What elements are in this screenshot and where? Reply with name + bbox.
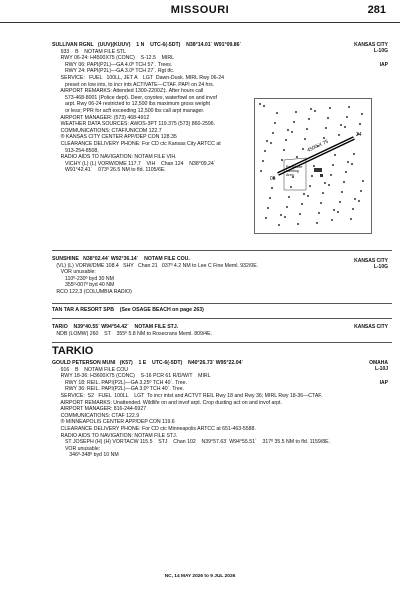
entry-line: AIRPORT REMARKS: Unattended. Wildlife on and invof arpt. Crop dusting act on and invof arpt. bbox=[52, 399, 282, 406]
entry-line: RADIO AIDS TO NAVIGATION: NOTAM FILE STJ. bbox=[52, 432, 178, 439]
divider bbox=[52, 303, 392, 304]
tree-mark bbox=[347, 161, 349, 163]
entry-line: VICHY (L) (L) VORW/DME 117.7 VIH Chan 124 N38°09.24´ bbox=[52, 160, 216, 167]
iap-label: IAP bbox=[379, 62, 388, 68]
chart-label: L-10J bbox=[374, 366, 388, 372]
tree-mark bbox=[362, 180, 364, 182]
tree-mark bbox=[285, 139, 287, 141]
runway-end-label: 06 bbox=[270, 176, 276, 182]
tree-mark bbox=[334, 154, 336, 156]
entry-line: arpt. Rwy 06-24 restricted to 12,500 lbs maximum gross weight bbox=[52, 101, 210, 108]
tree-mark bbox=[332, 164, 334, 166]
tree-mark bbox=[325, 127, 327, 129]
tree-mark bbox=[281, 159, 283, 161]
entry-line: 573-468-8001 (Police dept). Deer, coyotes, waterfowl on and invof bbox=[52, 94, 217, 101]
entry-line: CLEARANCE DELIVERY PHONE: For CD ctc Minneapolis ARTCC at 651-463-5588. bbox=[52, 426, 256, 432]
tree-mark bbox=[265, 217, 267, 219]
tree-mark bbox=[353, 153, 355, 155]
entry-line: 346º-348º byd 10 NM bbox=[52, 452, 119, 459]
entry-line: VOR unusable: bbox=[52, 445, 101, 452]
entry-line: AIRPORT REMARKS: Attended 1300-2200Z‡. After hours call bbox=[52, 88, 204, 95]
entry-line: 913-254-8508. bbox=[52, 147, 99, 154]
tree-mark bbox=[345, 171, 347, 173]
tree-mark bbox=[301, 203, 303, 205]
entry-line: (VL) (L) VORW/DME 108.4 SHY Chan 21 037º 4.2 NM to Lee C Fine Meml. 932/0E. bbox=[52, 262, 259, 269]
tree-mark bbox=[291, 131, 293, 133]
divider bbox=[52, 342, 392, 343]
entry-line: NDB (LOMW) 260 ST 355º 5.8 NM to Rosecrans Meml. 809/4E. bbox=[52, 330, 213, 337]
tree-mark bbox=[330, 174, 332, 176]
tree-mark bbox=[293, 121, 295, 123]
region-label: KANSAS CITY bbox=[354, 42, 388, 48]
divider bbox=[52, 250, 392, 251]
tree-mark bbox=[299, 213, 301, 215]
entry-line: or less; PPR for acft exceeding 12,500 lbs call arpt manager. bbox=[52, 108, 205, 114]
tree-mark bbox=[328, 184, 330, 186]
tree-mark bbox=[339, 201, 341, 203]
tree-mark bbox=[295, 111, 297, 113]
tree-mark bbox=[314, 110, 316, 112]
entry-line: 933 B NOTAM FILE STL bbox=[52, 48, 126, 55]
tree-mark bbox=[297, 223, 299, 225]
entry-line: RWY 18-36: H3600X75 (CONC) S-16 PCR 61 R/D/W/T MIRL bbox=[52, 373, 211, 380]
tree-mark bbox=[351, 163, 353, 165]
entry-line: TARIO N39°40.55´ W94°54.42´ NOTAM FILE STJ. bbox=[52, 324, 179, 330]
tree-mark bbox=[329, 107, 331, 109]
entry-line: RCO 122.3 (COLUMBIA RADIO) bbox=[52, 289, 132, 295]
page-number: 281 bbox=[367, 4, 386, 16]
tree-mark bbox=[337, 211, 339, 213]
tree-mark bbox=[352, 208, 354, 210]
tree-mark bbox=[320, 202, 322, 204]
tree-mark bbox=[302, 148, 304, 150]
tree-mark bbox=[271, 187, 273, 189]
tree-mark bbox=[306, 128, 308, 130]
tree-mark bbox=[280, 214, 282, 216]
tree-mark bbox=[276, 112, 278, 114]
tree-mark bbox=[340, 124, 342, 126]
region-label: KANSAS CITY bbox=[354, 258, 388, 264]
tree-mark bbox=[331, 219, 333, 221]
tree-mark bbox=[354, 198, 356, 200]
state-title: MISSOURI bbox=[170, 4, 230, 16]
tree-mark bbox=[311, 175, 313, 177]
tree-mark bbox=[346, 116, 348, 118]
entry-line: RWY 06: PAPI(P2L)—GA 4.0º TCH 57´. Trees. bbox=[52, 61, 173, 68]
tree-mark bbox=[361, 113, 363, 115]
entry-line: WEATHER DATA SOURCES: AWOS-3PT 119.375 (573) 860-2596. bbox=[52, 121, 216, 128]
entry-line: COMMUNICATIONS: CTAF 122.9 bbox=[52, 412, 140, 419]
tree-mark bbox=[266, 140, 268, 142]
tree-mark bbox=[322, 192, 324, 194]
tree-mark bbox=[288, 196, 290, 198]
tree-mark bbox=[338, 134, 340, 136]
tree-mark bbox=[343, 181, 345, 183]
tree-mark bbox=[284, 216, 286, 218]
tree-mark bbox=[304, 138, 306, 140]
region-label: OMAHA bbox=[369, 360, 388, 366]
chart-label: L-10G bbox=[373, 264, 388, 270]
tree-mark bbox=[350, 218, 352, 220]
tree-mark bbox=[359, 123, 361, 125]
parachute-label: Parachute Landing Area bbox=[286, 165, 303, 177]
tree-mark bbox=[259, 103, 261, 105]
entry-line: CLEARANCE DELIVERY PHONE: For CD ctc Kansas City ARTCC at bbox=[52, 141, 221, 147]
tree-mark bbox=[307, 195, 309, 197]
entry-line: ® KANSAS CITY CENTER APP/DEP CON 128.35 bbox=[52, 134, 177, 141]
tree-mark bbox=[270, 142, 272, 144]
tree-mark bbox=[267, 207, 269, 209]
entry-line: preset on low ints, to incr ints ACTIVATE—CTAF. PAPI on 24 hrs. bbox=[52, 81, 215, 88]
entry-line: 916 B NOTAM FILE COU bbox=[52, 366, 129, 373]
tree-mark bbox=[333, 209, 335, 211]
tree-mark bbox=[278, 224, 280, 226]
entry-line: COMMUNICATIONS: CTAF/UNICOM 122.7 bbox=[52, 127, 162, 134]
tree-mark bbox=[290, 186, 292, 188]
tree-mark bbox=[269, 197, 271, 199]
apron bbox=[314, 168, 322, 172]
tree-mark bbox=[296, 156, 298, 158]
entry-line: AIRPORT MANAGER: 816-244-6927 bbox=[52, 406, 147, 413]
entry-line: SERVICE: S2 FUEL 100LL LGT To incr intst and ACTVT REIL Rwy 18 and Rwy 36; MIRL Rwy 18-36—CTAF. bbox=[52, 393, 323, 399]
runway-dims: 4500 X 75 bbox=[306, 138, 330, 154]
runway-end-label: 24 bbox=[356, 132, 362, 138]
tantar-entry: TAN TAR A RESORT SPB (See OSAGE BEACH on page 263) bbox=[52, 307, 204, 313]
tree-mark bbox=[260, 170, 262, 172]
tree-mark bbox=[316, 222, 318, 224]
tree-mark bbox=[310, 108, 312, 110]
tree-mark bbox=[274, 122, 276, 124]
city-title: TARKIO bbox=[52, 345, 94, 357]
tree-mark bbox=[308, 118, 310, 120]
page-header bbox=[0, 0, 400, 23]
tree-mark bbox=[264, 150, 266, 152]
tree-mark bbox=[324, 182, 326, 184]
chart-label: L-10G bbox=[373, 48, 388, 54]
building bbox=[320, 174, 323, 177]
footer-date: NC, 14 MAY 2026 to 9 JUL 2026 bbox=[164, 574, 236, 579]
tree-mark bbox=[287, 129, 289, 131]
tree-mark bbox=[358, 200, 360, 202]
entry-line: SULLIVAN RGNL (UUV)(KUUV) 1 N UTC-6(-5DT) N38°14.01´ W91°09.86´ bbox=[52, 42, 242, 48]
entry-line: RWY 36: REIL. PAPI(P2L)—GA 3.0º TCH 40´. Tree. bbox=[52, 386, 185, 393]
entry-line: W91°42.41´ 073º 26.5 NM to fld. 1105/6E. bbox=[52, 167, 166, 174]
tree-mark bbox=[286, 206, 288, 208]
entry-line: ® MINNEAPOLIS CENTER APP/DEP CON 119.6 bbox=[52, 419, 175, 426]
tree-mark bbox=[313, 165, 315, 167]
entry-line: 110º-230º byd 30 NM bbox=[52, 275, 114, 282]
tree-mark bbox=[341, 191, 343, 193]
divider bbox=[52, 318, 392, 319]
tree-mark bbox=[309, 185, 311, 187]
tree-mark bbox=[263, 105, 265, 107]
tree-mark bbox=[318, 212, 320, 214]
tree-mark bbox=[360, 190, 362, 192]
entry-line: RWY 06-24: H4500X75 (CONC) S-12.5 MIRL bbox=[52, 55, 175, 62]
entry-line: VOR unusable: bbox=[52, 269, 96, 276]
entry-line: RWY 24: PAPI(P2L)—GA 3.0º TCH 27´. Rgt tfc. bbox=[52, 68, 175, 75]
tree-mark bbox=[283, 149, 285, 151]
tree-mark bbox=[262, 160, 264, 162]
tree-mark bbox=[327, 117, 329, 119]
entry-line: GOULD PETERSON MUNI (K57) 1 E UTC-6(-5DT) N40°26.73´ W95°22.04´ bbox=[52, 360, 244, 366]
entry-line: SERVICE: FUEL 100LL, JET A LGT Dawn-Dusk. MIRL Rwy 06-24 bbox=[52, 75, 225, 81]
tree-mark bbox=[348, 106, 350, 108]
entry-line: ST JOSEPH (H) (H) VORTACW 115.5 STJ Chan 102 N39°57.63´ W94°55.51´ 317º 35.5 NM to fld. 1159/8E. bbox=[52, 439, 331, 446]
airport-diagram bbox=[254, 98, 372, 234]
tree-mark bbox=[344, 126, 346, 128]
entry-line: RWY 18: REIL. PAPI(P2L)—GA 3.25º TCH 40´. Tree. bbox=[52, 379, 187, 386]
tree-mark bbox=[303, 193, 305, 195]
entry-line: SUNSHINE N38°02.44´ W92°36.14´ NOTAM FILE COU. bbox=[52, 256, 190, 262]
region-label: KANSAS CITY bbox=[354, 324, 388, 330]
entry-line: RADIO AIDS TO NAVIGATION: NOTAM FILE VIH. bbox=[52, 154, 177, 161]
tree-mark bbox=[272, 132, 274, 134]
entry-line: 355º-007º byd 40 NM bbox=[52, 282, 115, 289]
iap-label: IAP bbox=[379, 380, 388, 386]
entry-line: AIRPORT MANAGER: (573) 468-4912 bbox=[52, 114, 150, 121]
